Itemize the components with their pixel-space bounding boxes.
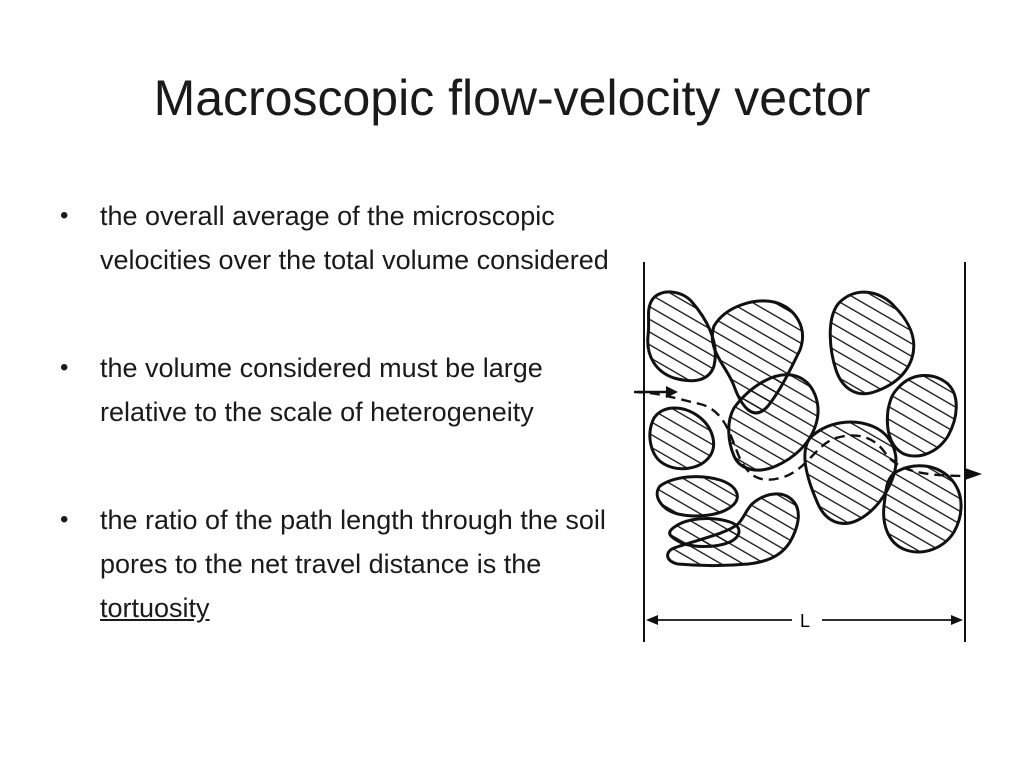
bullet-item [56, 194, 616, 282]
bullet-text: the overall average of the microscopic velocities over the total volume considered [100, 201, 609, 275]
soil-grain [830, 292, 914, 394]
tortuosity-term: tortuosity [100, 593, 210, 623]
slide-title: Macroscopic flow-velocity vector [153, 70, 871, 126]
soil-grain [650, 408, 714, 469]
bullet-icon: • [60, 202, 69, 229]
flow-arrow-icon [965, 468, 982, 480]
soil-grain [657, 477, 737, 516]
bullet-icon: • [60, 506, 69, 533]
bullet-item [56, 346, 616, 434]
dimension-arrow-icon [646, 615, 658, 625]
bullet-item [56, 498, 616, 630]
bullet-text [100, 505, 606, 623]
dimension-arrow-icon [951, 615, 963, 625]
bullet-text-before: the ratio of the path length through the soil pores to the net travel distance is the [100, 505, 606, 579]
soil-pore-diagram [630, 258, 990, 648]
soil-grains [648, 292, 961, 566]
bullet-list [56, 194, 616, 694]
soil-grain [887, 375, 956, 456]
soil-grain [648, 292, 716, 381]
soil-grain [884, 466, 961, 552]
bullet-icon: • [60, 354, 69, 381]
bullet-text: the volume considered must be large relative to the scale of heterogeneity [100, 353, 543, 427]
length-label: L [800, 611, 811, 631]
